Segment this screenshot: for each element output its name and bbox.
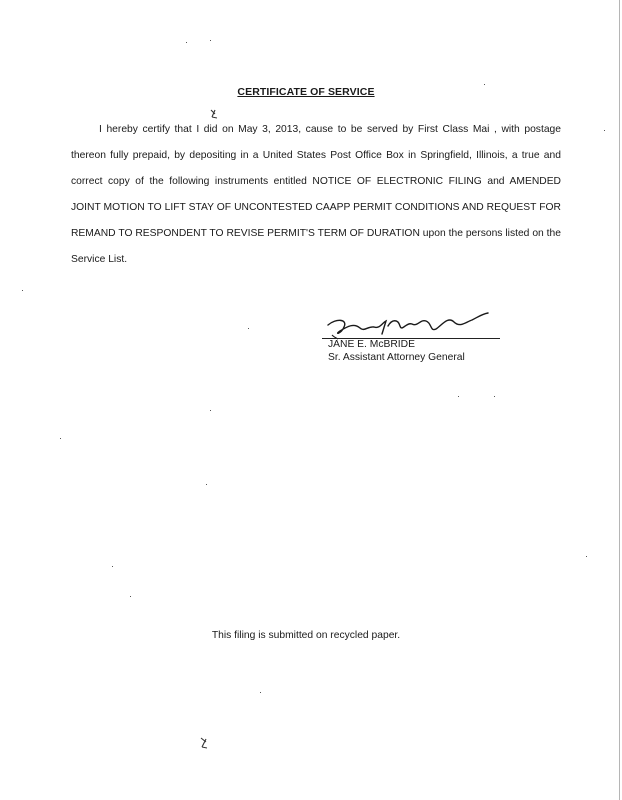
certificate-title: CERTIFICATE OF SERVICE bbox=[237, 86, 375, 98]
scan-speck bbox=[206, 484, 207, 485]
scan-speck bbox=[210, 410, 211, 411]
scan-speck bbox=[112, 566, 113, 567]
signer-title: Sr. Assistant Attorney General bbox=[328, 352, 465, 363]
scan-speck bbox=[604, 130, 605, 131]
signer-name: JANE E. McBRIDE bbox=[328, 339, 415, 350]
scan-speck bbox=[186, 42, 187, 43]
scan-speck bbox=[60, 438, 61, 439]
scan-speck bbox=[458, 396, 459, 397]
scan-speck bbox=[22, 290, 23, 291]
stray-mark-icon bbox=[209, 108, 219, 120]
scan-speck bbox=[484, 84, 485, 85]
scan-speck bbox=[248, 328, 249, 329]
scan-speck bbox=[260, 692, 261, 693]
stray-mark-icon bbox=[198, 736, 210, 750]
signature-block bbox=[322, 304, 512, 374]
scan-speck bbox=[130, 596, 131, 597]
scan-edge-line bbox=[619, 0, 620, 800]
recycled-paper-note: This filing is submitted on recycled paper. bbox=[211, 630, 401, 641]
scan-speck bbox=[494, 396, 495, 397]
scan-speck bbox=[210, 40, 211, 41]
scan-speck bbox=[586, 556, 587, 557]
handwritten-signature-icon bbox=[322, 304, 512, 340]
certificate-body: I hereby certify that I did on May 3, 2013, cause to be served by First Class Mai , with postage thereon fully prepaid, by depositing in a United States Post Office Box in Springfield, Illinois, a true and correct copy of the following instruments entitled NOTICE OF ELECTRONIC FILING and AMENDED JOINT MOTION TO LIFT STAY OF UNCONTESTED CAAPP PERMIT CONDITIONS AND REQUEST FOR REMAND TO RESPONDENT TO REVISE PERMIT'S TERM OF DURATION upon the persons listed on the Service List. bbox=[71, 124, 561, 265]
